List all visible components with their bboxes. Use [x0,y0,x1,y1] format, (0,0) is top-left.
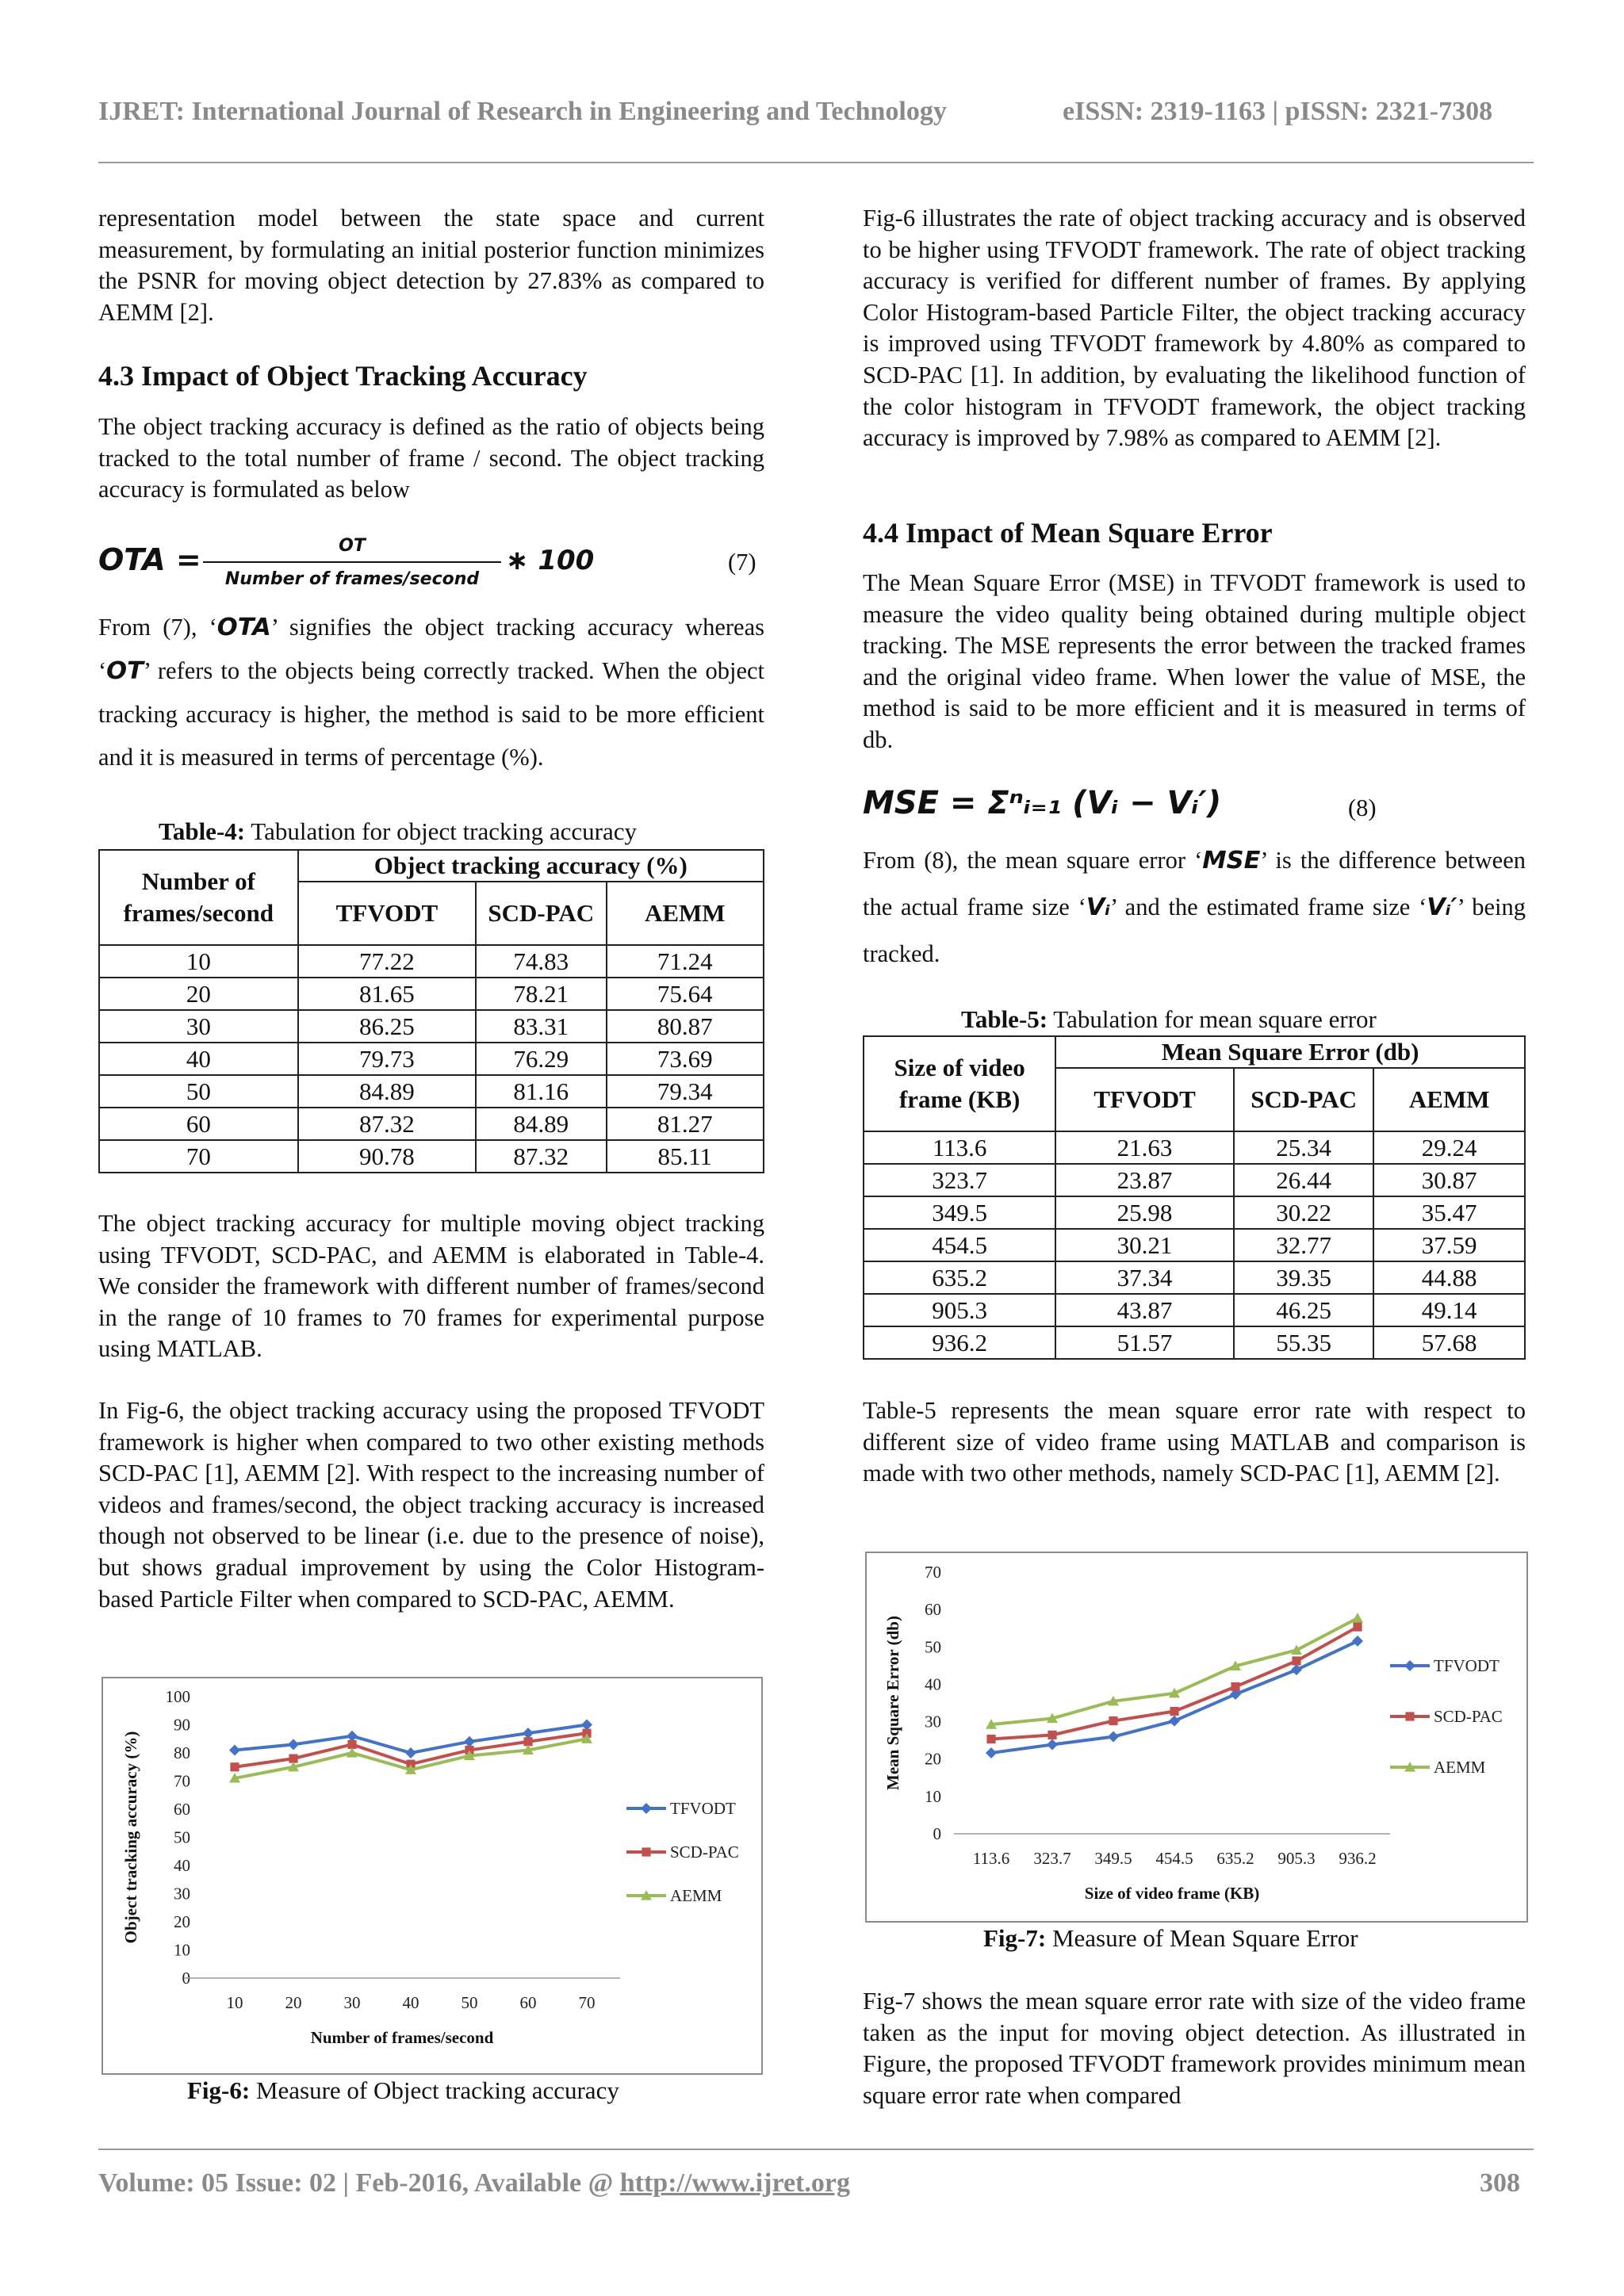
x-tick-label: 936.2 [1339,1849,1377,1868]
y-tick-label: 60 [925,1600,941,1620]
header-rule [98,162,1534,163]
legend-marker-scd-pac [1405,1712,1414,1720]
footer-rule [98,2149,1534,2150]
x-tick-label: 60 [519,1993,537,2012]
table-row: 635.2 37.34 39.35 44.88 [864,1261,1525,1294]
x-tick-label: 20 [285,1993,302,2012]
table5-col-header: SCD-PAC [1234,1068,1374,1131]
data-point-tfvodt [288,1739,299,1750]
eq7-rhs: ∗ 100 [506,545,595,576]
legend-label: AEMM [670,1886,722,1905]
data-point-tfvodt [581,1720,592,1731]
y-tick-label: 0 [182,1969,190,1988]
y-tick-label: 40 [925,1674,941,1694]
y-tick-label: 70 [174,1771,190,1791]
data-point-scd-pac [1231,1682,1239,1691]
table-row: 50 84.89 81.16 79.34 [99,1075,764,1108]
y-tick-label: 30 [174,1884,190,1904]
table4-caption: Table-4: Tabulation for object tracking accuracy [159,817,638,845]
sym-vi-prime: Vᵢ′ [1427,894,1457,921]
data-point-tfvodt [1352,1636,1363,1647]
journal-title: IJRET: International Journal of Research in Engineering and Technology [98,97,947,126]
left-para-1: representation model between the state space and current measurement, by formulating an initial posterior function minimizes the PSNR for moving object detection by 27.83% as compared to AEMM [2]. [98,205,764,326]
y-tick-label: 70 [925,1563,941,1582]
data-point-scd-pac [230,1762,239,1771]
eq8-label: (8) [1348,794,1377,821]
y-tick-label: 60 [174,1800,190,1819]
legend-label: SCD-PAC [1434,1707,1503,1726]
y-tick-label: 20 [174,1912,190,1931]
x-axis-title: Number of frames/second [310,2028,494,2047]
table-row: 40 79.73 76.29 73.69 [99,1043,764,1075]
x-tick-label: 40 [402,1993,419,2012]
table5-row-header: Size of video frame (KB) [864,1036,1055,1131]
fig6-chart [103,1678,761,2073]
left-para-5: In Fig-6, the object tracking accuracy using the proposed TFVODT framework is higher when compared to two other existing methods SCD-PAC [1], AEMM [2]. With respect to the increasing number of videos and frames/second, the object tracking accuracy is increased though not observed to be linear (i.e. due to the presence of noise), but shows gradual improvement by using the Color Histogram-based Particle Filter when compared to SCD-PAC, AEMM. [98,1397,764,1613]
right-para-1: Fig-6 illustrates the rate of object tracking accuracy and is observed to be higher using TFVODT framework. The rate of object tracking accuracy is verified for different number of frames. By applying Color Histogram-based Particle Filter, the object tracking accuracy is improved using TFVODT framework by 4.80% as compared to SCD-PAC [1]. In addition, by evaluating the likelihood function of the color histogram in TFVODT framework, the object tracking accuracy is improved by 7.98% as compared to AEMM [2]. [863,205,1526,452]
data-point-scd-pac [1170,1707,1178,1716]
legend-marker-tfvodt [1404,1660,1415,1671]
y-tick-label: 50 [174,1827,190,1847]
y-tick-label: 90 [174,1715,190,1735]
table-row: 30 86.25 83.31 80.87 [99,1010,764,1043]
table-5 [863,1035,1526,1360]
x-tick-label: 454.5 [1155,1849,1193,1868]
x-axis-title: Size of video frame (KB) [1084,1884,1260,1903]
data-point-scd-pac [1048,1731,1056,1739]
right-para-3: From (8), the mean square error ‘MSE’ is the difference between the actual frame size ‘Vᵢ’ and the estimated frame size ‘Vᵢ′’ being tracked. [863,847,1526,967]
data-point-tfvodt [1291,1664,1302,1675]
fig6-caption: Fig-6: Measure of Object tracking accuracy [187,2076,619,2104]
data-point-tfvodt [229,1744,240,1755]
right-para-2: The Mean Square Error (MSE) in TFVODT framework is used to measure the video quality being obtained during multiple object tracking. The MSE represents the error between the tracked frames and the original video frame. When lower the value of MSE, the method is said to be more efficient and it is measured in terms of db. [863,569,1526,753]
data-point-scd-pac [1292,1656,1300,1665]
eq8: MSE = Σⁿᵢ₌₁ (Vᵢ − Vᵢ′) [863,785,1222,821]
y-tick-label: 10 [925,1786,941,1806]
fig7-caption: Fig-7: Measure of Mean Square Error [983,1924,1358,1952]
table-row: 60 87.32 84.89 81.27 [99,1108,764,1140]
table-row: 70 90.78 87.32 85.11 [99,1140,764,1173]
table4-col-header: AEMM [607,882,764,945]
eq7-label: (7) [728,549,756,576]
x-tick-label: 50 [461,1993,478,2012]
table-row: 323.7 23.87 26.44 30.87 [864,1164,1525,1196]
y-tick-label: 30 [925,1712,941,1732]
legend-label: TFVODT [1434,1656,1500,1675]
table-row: 454.5 30.21 32.77 37.59 [864,1229,1525,1261]
sym-ota: OTA [216,614,271,641]
x-tick-label: 113.6 [972,1849,1010,1868]
table-row: 349.5 25.98 30.22 35.47 [864,1196,1525,1229]
table-row: 936.2 51.57 55.35 57.68 [864,1326,1525,1359]
right-para-5: Fig-7 shows the mean square error rate with size of the video frame taken as the input for moving object detection. As illustrated in Figure, the proposed TFVODT framework provides minimum mean square error rate when compared [863,1988,1526,2109]
table5-col-header: AEMM [1373,1068,1525,1131]
y-tick-label: 80 [174,1743,190,1762]
data-point-aemm [1352,1613,1363,1623]
issn: eISSN: 2319-1163 | pISSN: 2321-7308 [1063,97,1493,126]
legend-marker-tfvodt [641,1803,652,1814]
table4-col-header: TFVODT [298,882,476,945]
table5-caption: Table-5: Tabulation for mean square error [961,1005,1377,1033]
data-point-tfvodt [405,1747,416,1758]
eq7-denominator: Number of frames/second [224,569,480,589]
data-point-tfvodt [464,1736,475,1747]
fig7-frame [865,1552,1528,1923]
table-4 [98,849,764,1173]
left-para-2: The object tracking accuracy is defined as the ratio of objects being tracked to the total number of frame / second. The object tracking accuracy is formulated as below [98,413,764,503]
section-4-3-title: 4.3 Impact of Object Tracking Accuracy [98,360,588,392]
right-para-4: Table-5 represents the mean square error rate with respect to different size of video frame using MATLAB and comparison is made with two other methods, namely SCD-PAC [1], AEMM [2]. [863,1397,1526,1487]
eq7-fraction-bar [203,561,501,563]
table5-col-header: TFVODT [1055,1068,1234,1131]
data-point-scd-pac [1353,1622,1362,1631]
table-row: 20 81.65 78.21 75.64 [99,978,764,1010]
y-axis-title: Object tracking accuracy (%) [121,1731,140,1944]
data-point-scd-pac [986,1735,995,1743]
legend-marker-scd-pac [642,1847,650,1856]
legend-label: AEMM [1434,1758,1486,1777]
x-tick-label: 323.7 [1033,1849,1071,1868]
sym-mse: MSE [1202,847,1261,874]
y-tick-label: 40 [174,1856,190,1875]
data-point-tfvodt [1108,1732,1119,1743]
legend-label: TFVODT [670,1799,736,1818]
footer-volume: Volume: 05 Issue: 02 | Feb-2016, Available @ http://www.ijret.org [98,2168,850,2198]
footer-link[interactable]: http://www.ijret.org [619,2168,850,2198]
sym-vi: Vᵢ [1086,894,1111,921]
fig7-chart [867,1553,1526,1921]
eq7-numerator: OT [339,536,366,556]
x-tick-label: 635.2 [1216,1849,1254,1868]
data-point-tfvodt [523,1728,534,1739]
table5-group-header: Mean Square Error (db) [1055,1036,1525,1068]
data-point-tfvodt [347,1731,358,1742]
data-point-tfvodt [986,1747,997,1758]
table4-col-header: SCD-PAC [476,882,606,945]
sym-ot: OT [106,657,144,685]
eq7-lhs: OTA = [98,542,201,577]
y-tick-label: 0 [933,1824,941,1843]
y-tick-label: 100 [165,1687,190,1706]
y-axis-title: Mean Square Error (db) [883,1616,902,1790]
page-number: 308 [1480,2168,1520,2198]
table-row: 113.6 21.63 25.34 29.24 [864,1131,1525,1164]
legend-label: SCD-PAC [670,1843,739,1862]
y-tick-label: 50 [925,1637,941,1657]
x-tick-label: 70 [578,1993,596,2012]
table4-row-header: Number of frames/second [99,850,298,945]
x-tick-label: 905.3 [1277,1849,1316,1868]
left-para-4: The object tracking accuracy for multiple moving object tracking using TFVODT, SCD-PAC, and AEMM is elaborated in Table-4. We consider the framework with different number of frames/second in the range of 10 frames to 70 frames for experimental purpose using MATLAB. [98,1210,764,1363]
data-point-tfvodt [1169,1716,1180,1727]
left-para-3: From (7), ‘OTA’ signifies the object tracking accuracy whereas ‘OT’ refers to the objects being correctly tracked. When the object tracking accuracy is higher, the method is said to be more efficient and it is measured in terms of percentage (%). [98,614,764,771]
data-point-tfvodt [1047,1739,1058,1750]
table4-group-header: Object tracking accuracy (%) [298,850,764,882]
y-tick-label: 10 [174,1940,190,1960]
section-4-4-title: 4.4 Impact of Mean Square Error [863,517,1273,549]
fig6-frame [102,1677,763,2075]
x-tick-label: 30 [343,1993,361,2012]
table-row: 905.3 43.87 46.25 49.14 [864,1294,1525,1326]
x-tick-label: 349.5 [1094,1849,1132,1868]
x-tick-label: 10 [226,1993,243,2012]
table-row: 10 77.22 74.83 71.24 [99,945,764,978]
data-point-scd-pac [1109,1716,1117,1725]
y-tick-label: 20 [925,1749,941,1769]
